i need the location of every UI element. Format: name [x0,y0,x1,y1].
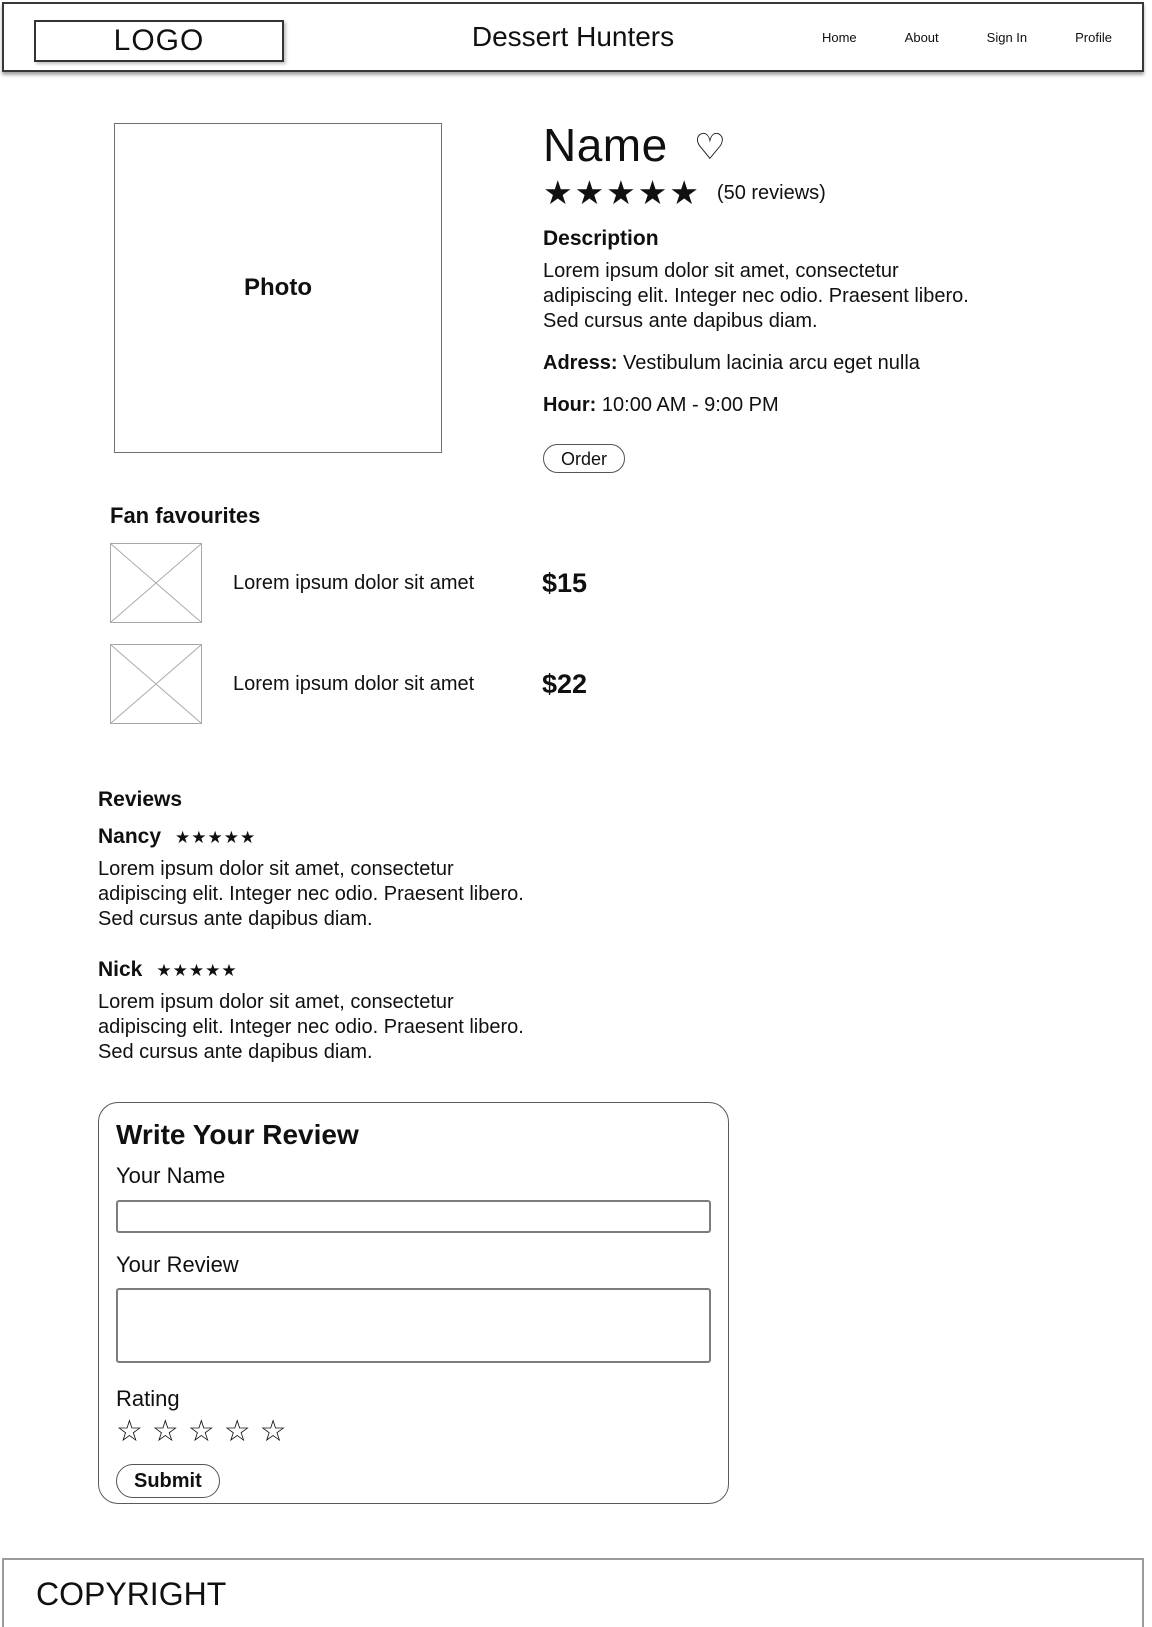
reviews-count: (50 reviews) [716,181,826,204]
review-header [98,958,598,982]
rating-star-icon[interactable]: ☆ [259,1415,296,1448]
review-line: Lorem ipsum dolor sit amet, consectetur [98,858,454,880]
site-title: Dessert Hunters [471,21,675,52]
address-label: Adress: [543,352,618,374]
review-line: adipiscing elit. Integer nec odio. Praesent libero. [98,1016,524,1038]
rating-star-icon[interactable]: ☆ [116,1415,152,1448]
heart-icon[interactable]: ♡ [693,125,726,167]
rating-star-icon[interactable]: ☆ [187,1415,224,1448]
product-rating-stars-icon: ★★★★★ [543,174,701,211]
main-nav [822,4,1112,70]
hour-value: 10:00 AM - 9:00 PM [601,394,779,416]
form-heading: Write Your Review [116,1119,359,1150]
item-price: $22 [542,668,588,699]
review-item [98,958,598,1065]
rating-star-icon[interactable]: ☆ [151,1415,188,1448]
nav-item-home[interactable]: Home [821,29,857,45]
review-text [98,857,598,932]
reviewer-name: Nick [98,958,143,981]
review-line: Sed cursus ante dapibus diam. [98,908,373,930]
nav-item-sign-in[interactable]: Sign In [986,29,1028,45]
review-line: Sed cursus ante dapibus diam. [98,1041,373,1063]
product-name: Name [543,119,668,171]
description-line: Sed cursus ante dapibus diam. [543,310,818,332]
your-review-textarea[interactable] [116,1288,711,1363]
image-placeholder-icon [110,543,202,623]
review-text [98,990,598,1065]
fan-favourites [110,503,670,724]
header [2,2,1144,72]
description-text [543,259,1023,334]
item-name: Lorem ipsum dolor sit amet [233,571,475,594]
your-name-input[interactable] [116,1200,711,1233]
footer [2,1558,1144,1627]
nav-item-about[interactable]: About [904,29,939,45]
address-row [543,351,1023,376]
your-review-label: Your Review [116,1252,239,1277]
review-line: Lorem ipsum dolor sit amet, consectetur [98,991,454,1013]
review-stars-icon: ★★★★★ [156,961,238,980]
description-line: adipiscing elit. Integer nec odio. Praesent libero. [543,285,969,307]
copyright-text: COPYRIGHT [36,1576,227,1612]
fan-favourite-item[interactable] [110,543,670,623]
description-heading: Description [543,227,659,250]
logo[interactable] [34,20,284,62]
description-line: Lorem ipsum dolor sit amet, consectetur [543,260,899,282]
address-value: Vestibulum lacinia arcu eget nulla [623,352,920,374]
your-name-label: Your Name [116,1163,226,1188]
fan-favourites-heading: Fan favourites [110,503,261,528]
hour-row [543,393,1023,418]
hour-label: Hour: [543,394,597,416]
review-item [98,825,598,932]
product-name-row [543,120,1023,171]
fan-favourite-item[interactable] [110,644,670,724]
review-line: adipiscing elit. Integer nec odio. Praesent libero. [98,883,524,905]
reviews-heading: Reviews [98,788,183,811]
product-photo-placeholder [114,123,442,453]
review-header [98,825,598,849]
order-button[interactable]: Order [543,444,625,473]
rating-label: Rating [116,1386,180,1411]
image-placeholder-icon [110,644,202,724]
item-price: $15 [542,567,588,598]
product-rating-row [543,175,1023,211]
rating-star-icon[interactable]: ☆ [223,1415,260,1448]
photo-label: Photo [244,274,312,301]
reviews-section [98,788,598,1065]
write-review-form [98,1102,729,1504]
review-stars-icon: ★★★★★ [175,828,257,847]
product-info [543,120,1023,473]
item-name: Lorem ipsum dolor sit amet [233,672,475,695]
submit-button[interactable]: Submit [116,1464,220,1498]
reviewer-name: Nancy [98,825,162,848]
logo-label: LOGO [113,24,205,57]
rating-star-row [116,1414,711,1450]
nav-item-profile[interactable]: Profile [1075,29,1112,45]
